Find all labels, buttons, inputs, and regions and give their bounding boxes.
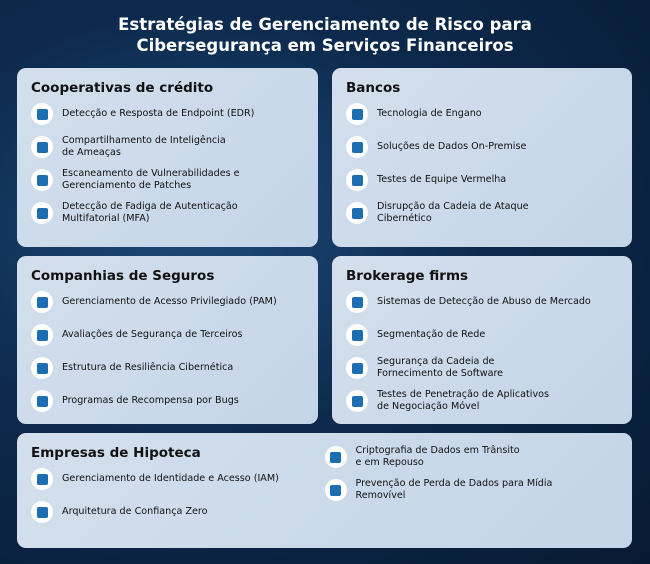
item-label-line-1: Estrutura de Resiliência Cibernética [62, 362, 234, 373]
magnifier-alert-icon [31, 169, 53, 191]
item-label-line-2: Multifatorial (MFA) [62, 213, 150, 224]
item-label-line-1: Testes de Equipe Vermelha [377, 174, 507, 185]
item-label [62, 395, 239, 407]
list-item [325, 478, 619, 502]
item-label-line-1: Tecnologia de Engano [377, 108, 482, 119]
document-share-icon [31, 136, 53, 158]
item-label-line-1: Gerenciamento de Identidade e Acesso (IAM) [62, 473, 279, 484]
panel-heading: Companhias de Seguros [31, 268, 215, 284]
item-label [62, 296, 277, 308]
item-label [62, 473, 279, 485]
software-document-icon [346, 357, 368, 379]
devices-icon [31, 202, 53, 224]
item-label-line-1: Soluções de Dados On-Premise [377, 141, 527, 152]
item-label [377, 296, 591, 308]
item-label [377, 329, 485, 341]
item-label-line-2: de Ameaças [62, 147, 121, 158]
item-label [62, 506, 208, 518]
item-label-line-1: Avaliações de Segurança de Terceiros [62, 329, 243, 340]
item-label-line-1: Gerenciamento de Acesso Privilegiado (PAM) [62, 296, 277, 307]
item-label [62, 362, 233, 374]
item-label-line-1: Criptografia de Dados em Trânsito [355, 445, 520, 456]
list-item [31, 467, 325, 491]
list-item [31, 500, 325, 524]
panel-bancos [332, 68, 632, 247]
item-label [62, 329, 243, 341]
chart-disruption-icon [346, 202, 368, 224]
item-label-line-1: Programas de Recompensa por Bugs [62, 395, 239, 406]
item-label-line-1: Detecção e Resposta de Endpoint (EDR) [62, 108, 255, 119]
list-item [346, 168, 618, 192]
title-line-2: Cibersegurança em Serviços Financeiros [136, 36, 514, 55]
item-label [62, 108, 254, 120]
item-label-line-1: Testes de Penetração de Aplicativos [377, 389, 550, 400]
item-label [377, 108, 482, 120]
database-shield-icon [346, 136, 368, 158]
panel-brokerage-firms [332, 256, 632, 424]
item-label-line-1: Detecção de Fadiga de Autenticação [62, 201, 238, 212]
list-item [31, 356, 304, 380]
item-label [62, 135, 226, 159]
user-deception-icon [346, 103, 368, 125]
list-item [325, 445, 619, 469]
page-title [0, 14, 650, 56]
item-label-line-1: Segurança da Cadeia de [377, 356, 495, 367]
item-label [62, 201, 238, 225]
lock-circuit-icon [325, 446, 347, 468]
search-alert-icon [346, 291, 368, 313]
list-item [346, 356, 618, 380]
item-label [377, 201, 529, 225]
list-item [346, 389, 618, 413]
list-item [346, 201, 618, 225]
item-label [356, 478, 553, 502]
item-label [377, 389, 549, 413]
panel-heading: Empresas de Hipoteca [31, 445, 201, 461]
list-item [31, 323, 304, 347]
item-label [377, 356, 503, 380]
list-item [346, 102, 618, 126]
item-label-line-1: Disrupção da Cadeia de Ataque [377, 201, 529, 212]
list-item [31, 168, 304, 192]
item-label [62, 168, 240, 192]
clipboard-check-icon [346, 169, 368, 191]
shield-user-icon [31, 291, 53, 313]
bug-icon [31, 390, 53, 412]
item-label-line-1: Escaneamento de Vulnerabilidades e [62, 168, 240, 179]
item-label-line-1: Prevenção de Perda de Dados para Mídia [355, 478, 553, 489]
item-label-line-1: Compartilhamento de Inteligência [62, 135, 226, 146]
list-item [31, 389, 304, 413]
title-line-1: Estratégias de Gerenciamento de Risco para [118, 15, 532, 34]
gear-users-icon [31, 324, 53, 346]
panel-companhias-de-seguros [17, 256, 318, 424]
item-label-line-1: Sistemas de Detecção de Abuso de Mercado [377, 296, 591, 307]
list-item [346, 323, 618, 347]
mobile-test-icon [346, 390, 368, 412]
panel-heading: Bancos [346, 80, 401, 96]
panel-cooperativas-de-cr-dito [17, 68, 318, 247]
list-item [31, 135, 304, 159]
item-label-line-2: Removível [355, 490, 406, 501]
list-item [31, 290, 304, 314]
item-label-line-2: de Negociação Móvel [377, 401, 480, 412]
list-item [346, 290, 618, 314]
item-label [377, 141, 526, 153]
panel-heading: Cooperativas de crédito [31, 80, 214, 96]
list-item [31, 102, 304, 126]
network-hub-icon [31, 357, 53, 379]
item-label [356, 445, 520, 469]
list-item [31, 201, 304, 225]
item-label-line-2: Fornecimento de Software [377, 368, 504, 379]
panel-empresas-de-hipoteca [17, 433, 632, 548]
network-segment-icon [346, 324, 368, 346]
item-label-line-1: Segmentação de Rede [377, 329, 486, 340]
user-key-icon [31, 468, 53, 490]
panel-heading: Brokerage firms [346, 268, 469, 284]
usb-drive-icon [325, 479, 347, 501]
item-label-line-2: Cibernético [377, 213, 432, 224]
laptop-alert-icon [31, 103, 53, 125]
item-label-line-1: Arquitetura de Confiança Zero [62, 506, 208, 517]
item-label-line-2: Gerenciamento de Patches [62, 180, 192, 191]
item-label [377, 174, 506, 186]
item-label-line-2: e em Repouso [355, 457, 424, 468]
user-shield-icon [31, 501, 53, 523]
list-item [346, 135, 618, 159]
